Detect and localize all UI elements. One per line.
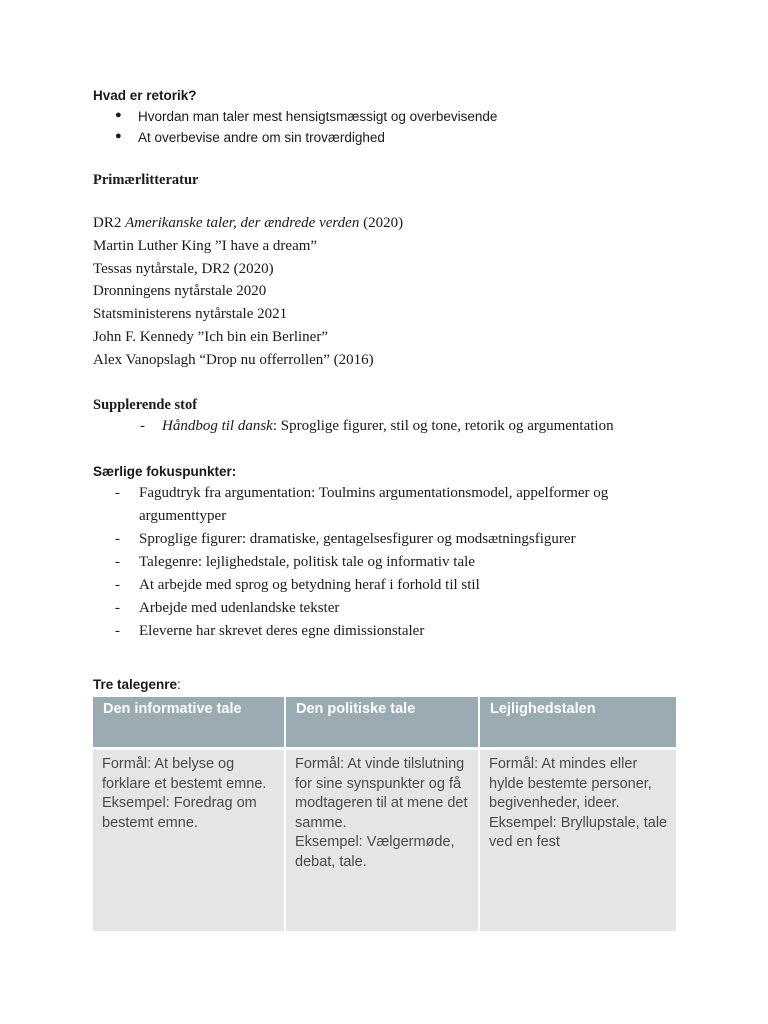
list-item: - Sproglige figurer: dramatiske, gentagelsesfigurer og modsætningsfigurer — [93, 528, 699, 551]
dash-marker: - — [115, 577, 120, 593]
dash-marker: - — [115, 600, 120, 616]
list-item: Martin Luther King ”I have a dream” — [93, 237, 318, 254]
list-item: - Eleverne har skrevet deres egne dimissionstaler — [93, 620, 699, 643]
dash-marker: - — [115, 554, 120, 570]
heading-primary-literature: Primærlitteratur — [93, 172, 199, 188]
list-item: - Fagudtryk fra argumentation: Toulmins argumentationsmodel, appelformer og argumenttyper — [93, 482, 699, 528]
list-item: - Talegenre: lejlighedstale, politisk tale og informativ tale — [93, 551, 699, 574]
list-item: ● Hvordan man taler mest hensigtsmæssigt og overbevisende — [115, 109, 498, 124]
list-item: - At arbejde med sprog og betydning heraf i forhold til stil — [93, 574, 699, 597]
header-political: Den politiske tale — [285, 697, 479, 749]
list-item: John F. Kennedy ”Ich bin ein Berliner” — [93, 328, 328, 345]
heading-focus-points: Særlige fokuspunkter: — [93, 464, 237, 479]
header-occasional: Lejlighedstalen — [479, 697, 676, 749]
heading-what-is-rhetoric: Hvad er retorik? — [93, 88, 197, 103]
list-item: Statsministerens nytårstale 2021 — [93, 306, 288, 323]
header-informative: Den informative tale — [93, 697, 285, 749]
list-item: ● At overbevise andre om sin troværdighed — [115, 130, 385, 145]
list-item: Tessas nytårstale, DR2 (2020) — [93, 260, 274, 277]
dash-marker: - — [115, 623, 120, 639]
table-row — [93, 749, 676, 932]
bullet-icon: ● — [115, 130, 122, 142]
heading-three-genres: Tre talegenre: — [93, 677, 181, 692]
list-item: Dronningens nytårstale 2020 — [93, 283, 267, 300]
rhetoric-bullet-list — [93, 109, 497, 151]
cell-occasional: Formål: At mindes eller hylde bestemte personer, begivenheder, ideer. Eksempel: Bryllupstale, tale ved en fest — [479, 749, 676, 932]
primary-literature-list — [93, 213, 403, 373]
dash-marker: - — [115, 531, 120, 547]
dash-marker: - — [115, 485, 120, 501]
list-item: - Arbejde med udenlandske tekster — [93, 597, 699, 620]
cell-informative: Formål: At belyse og forklare et bestemt emne. Eksempel: Foredrag om bestemt emne. — [93, 749, 285, 932]
book-title: Håndbog til dansk — [162, 418, 273, 434]
dash-marker: - — [140, 418, 145, 434]
table-header-row — [93, 697, 676, 749]
bullet-icon: ● — [115, 109, 122, 121]
list-item: Alex Vanopslagh “Drop nu offerrollen” (2016) — [93, 351, 374, 368]
heading-supplementary: Supplerende stof — [93, 397, 198, 413]
focus-points-list — [93, 482, 699, 643]
genres-table — [93, 697, 676, 931]
cell-political: Formål: At vinde tilslutning for sine synspunkter og få modtageren til at mene det samme. Eksempel: Vælgermøde, debat, tale. — [285, 749, 479, 932]
list-item: DR2 Amerikanske taler, der ændrede verden (2020) — [93, 215, 404, 231]
